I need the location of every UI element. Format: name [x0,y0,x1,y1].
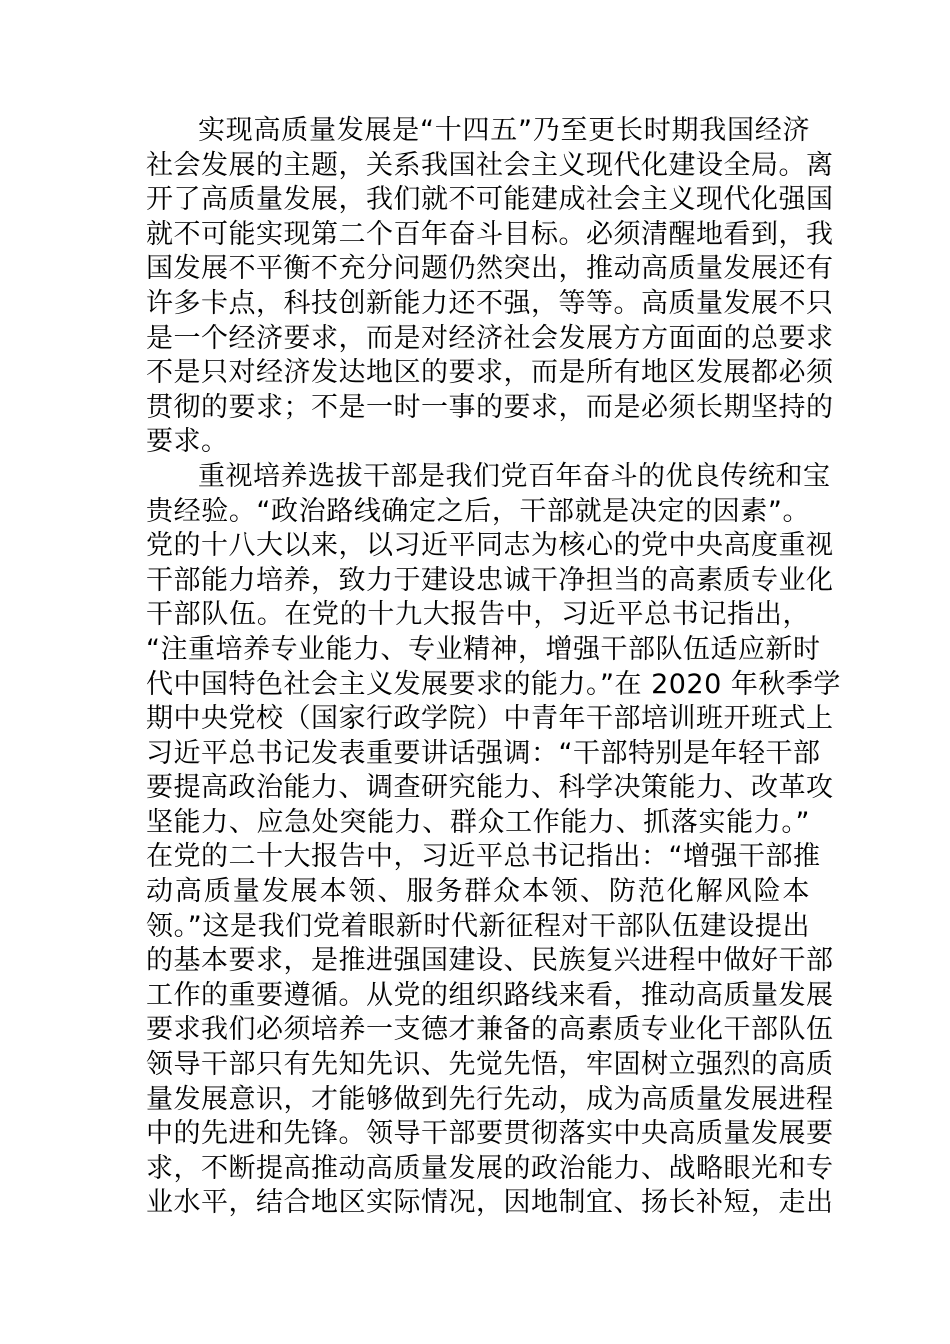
text-line: 动高质量发展本领、服务群众本领、防范化解风险本 [146,876,810,908]
text-line: 习近平总书记发表重要讲话强调：“干部特别是年轻干部 [146,737,821,769]
text-line: “注重培养专业能力、专业精神，增强干部队伍适应新时 [146,633,821,665]
text-line: 量发展意识，才能够做到先行先动，成为高质量发展进程 [146,1083,834,1115]
text-line: 社会发展的主题，关系我国社会主义现代化建设全局。离 [146,149,834,181]
text-line: 业水平，结合地区实际情况，因地制宜、扬长补短，走出 [146,1187,834,1219]
text-line: 是一个经济要求，而是对经济社会发展方方面面的总要求 [146,322,834,354]
paragraph-1 [146,114,834,460]
text-line: 领导干部只有先知先识、先觉先悟，牢固树立强烈的高质 [146,1049,834,1081]
text-line: 重视培养选拔干部是我们党百年奋斗的优良传统和宝 [198,460,831,492]
text-line: 中的先进和先锋。领导干部要贯彻落实中央高质量发展要 [146,1118,834,1150]
text-line: 开了高质量发展，我们就不可能建成社会主义现代化强国 [146,184,834,216]
text-line: 工作的重要遵循。从党的组织路线来看，推动高质量发展 [146,979,834,1011]
text-line: 的基本要求，是推进强国建设、民族复兴进程中做好干部 [146,945,834,977]
text-line: 贯彻的要求；不是一时一事的要求，而是必须长期坚持的 [146,391,834,423]
body-text [146,114,841,1221]
text-line: 坚能力、应急处突能力、群众工作能力、抓落实能力。” [146,806,810,838]
text-line: 干部能力培养，致力于建设忠诚干净担当的高素质专业化 [146,564,834,596]
text-line: 贵经验。“政治路线确定之后，干部就是决定的因素”。 [146,495,810,527]
text-line: 求，不断提高推动高质量发展的政治能力、战略眼光和专 [146,1152,834,1184]
text-line: 要求我们必须培养一支德才兼备的高素质专业化干部队伍 [146,1014,834,1046]
text-line: 要求。 [146,426,229,458]
text-line: 不是只对经济发达地区的要求，而是所有地区发展都必须 [146,357,834,389]
paragraph-2 [146,460,841,1221]
text-line: 代中国特色社会主义发展要求的能力。”在 2020 年秋季学 [146,668,841,700]
text-line: 实现高质量发展是“十四五”乃至更长时期我国经济 [198,115,810,146]
text-line: 国发展不平衡不充分问题仍然突出，推动高质量发展还有 [146,253,834,285]
text-line: 在党的二十大报告中，习近平总书记指出：“增强干部推 [146,841,821,873]
text-line: 党的十八大以来，以习近平同志为核心的党中央高度重视 [146,530,834,562]
text-line: 要提高政治能力、调查研究能力、科学决策能力、改革攻 [146,772,834,804]
text-line: 就不可能实现第二个百年奋斗目标。必须清醒地看到，我 [146,218,834,250]
text-line: 期中央党校（国家行政学院）中青年干部培训班开班式上 [146,703,834,735]
text-line: 领。”这是我们党着眼新时代新征程对干部队伍建设提出 [146,910,810,942]
text-line: 许多卡点，科技创新能力还不强，等等。高质量发展不只 [146,287,834,319]
text-line: 干部队伍。在党的十九大报告中，习近平总书记指出， [146,599,810,631]
